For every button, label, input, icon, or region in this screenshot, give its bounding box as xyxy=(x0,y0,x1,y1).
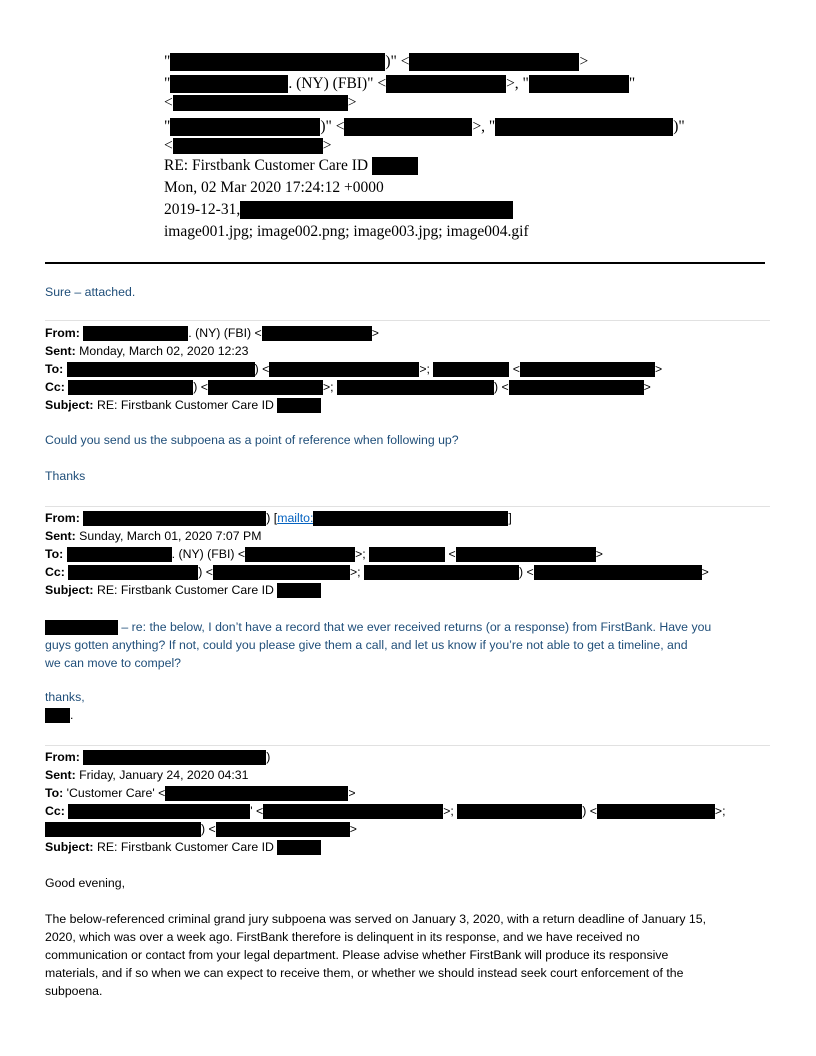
redaction xyxy=(45,620,118,635)
from-org: . (NY) (FBI) < xyxy=(188,326,262,340)
redaction xyxy=(337,380,494,395)
redaction xyxy=(263,804,443,819)
redaction xyxy=(83,326,188,341)
subject-value: RE: Firstbank Customer Care ID xyxy=(96,583,274,597)
sent-label: Sent: xyxy=(45,768,76,782)
redaction xyxy=(240,201,513,219)
subject-label: Subject: xyxy=(45,583,94,597)
subject-label: Subject: xyxy=(45,840,94,854)
redaction xyxy=(409,53,579,71)
redaction xyxy=(456,547,596,562)
message3-signoff: thanks, xyxy=(45,690,85,704)
message4-body-line-5: subpoena. xyxy=(45,984,103,998)
header-cc-value: " )" < >, " )" xyxy=(164,118,685,135)
message4-body-line-3: communication or contact from your legal department. Please advise whether FirstBank will produce its responsive xyxy=(45,948,669,962)
redaction xyxy=(364,565,519,580)
header-attachments-value xyxy=(164,201,513,219)
divider xyxy=(45,320,770,321)
redaction xyxy=(269,362,419,377)
redaction xyxy=(173,95,348,111)
message3-body-line-1 xyxy=(45,618,773,636)
subject-label: Subject: xyxy=(45,398,94,412)
to-label: To: xyxy=(45,786,64,800)
header-from-value: " )" < > xyxy=(164,53,589,70)
redaction xyxy=(173,138,323,154)
redaction xyxy=(68,380,193,395)
divider xyxy=(45,506,770,507)
cc-label: Cc: xyxy=(45,380,65,394)
message4-body-line-1: The below-referenced criminal grand jury subpoena was served on January 3, 2020, with a return deadline of January 15, xyxy=(45,912,706,926)
message3-sent xyxy=(45,529,261,543)
message4-subject xyxy=(45,840,321,855)
redaction xyxy=(245,547,355,562)
mailto-link[interactable]: mailto: xyxy=(277,511,314,525)
redaction xyxy=(213,565,350,580)
message2-from: From: . (NY) (FBI) < > xyxy=(45,326,379,340)
cc-label: Cc: xyxy=(45,565,65,579)
redaction xyxy=(277,840,321,855)
redaction xyxy=(372,157,418,175)
redaction xyxy=(597,804,715,819)
from-label: From: xyxy=(45,326,80,340)
to-name: 'Customer Care' < xyxy=(66,786,166,800)
header-to-value: " . (NY) (FBI)" < >, " " xyxy=(164,75,636,92)
message4-cc: Cc: ' < >; ) < >; xyxy=(45,804,726,818)
header-to-value-cont: < > xyxy=(164,94,357,111)
attachment-name: 2019-12-31, xyxy=(164,201,241,218)
redaction xyxy=(529,75,629,93)
redaction xyxy=(277,583,321,598)
subject-value: RE: Firstbank Customer Care ID xyxy=(96,840,274,854)
message4-from: From: ) xyxy=(45,750,271,764)
divider xyxy=(45,745,770,746)
body-text: – re: the below, I don’t have a record that we ever received returns (or a response) from FirstBank. Have you xyxy=(118,620,712,634)
redaction xyxy=(45,708,70,723)
to-label: To: xyxy=(45,362,64,376)
message3-subject xyxy=(45,583,321,598)
sent-value: Sunday, March 01, 2020 7:07 PM xyxy=(79,529,262,543)
redaction xyxy=(344,118,472,136)
redaction xyxy=(45,822,201,837)
redaction xyxy=(170,75,288,93)
message2-signoff: Thanks xyxy=(45,469,86,483)
header-subject-value xyxy=(164,157,418,175)
to-org: . (NY) (FBI) < xyxy=(171,547,246,561)
redaction xyxy=(495,118,673,136)
message2-sent xyxy=(45,344,248,358)
cc-label: Cc: xyxy=(45,804,65,818)
redaction xyxy=(208,380,323,395)
redaction xyxy=(68,804,250,819)
redaction xyxy=(433,362,509,377)
redaction xyxy=(170,53,385,71)
message3-signature: . xyxy=(45,708,73,723)
redaction xyxy=(83,750,266,765)
message3-to: To: . (NY) (FBI) < >; < > xyxy=(45,547,603,561)
redaction xyxy=(457,804,582,819)
redaction xyxy=(313,511,508,526)
header-subject-text: RE: Firstbank Customer Care ID xyxy=(164,157,369,174)
message4-to: To: 'Customer Care' < > xyxy=(45,786,356,800)
message1-body: Sure – attached. xyxy=(45,285,136,299)
message4-body-line-4: materials, and if so when we can expect to receive them, or whether we should instead seek court enforcement of the xyxy=(45,966,684,980)
message3-from: From: ) [mailto: ] xyxy=(45,511,512,525)
from-label: From: xyxy=(45,511,80,525)
message3-body xyxy=(45,618,773,672)
header-date-value: Mon, 02 Mar 2020 17:24:12 +0000 xyxy=(164,179,384,196)
redaction xyxy=(67,547,172,562)
message2-body: Could you send us the subpoena as a point of reference when following up? xyxy=(45,433,459,447)
message4-body xyxy=(45,910,773,1000)
redaction xyxy=(369,547,445,562)
header-to-org: . (NY) (FBI)" xyxy=(288,75,374,92)
redaction xyxy=(520,362,655,377)
message3-cc: Cc: ) < >; ) < > xyxy=(45,565,709,579)
header-divider xyxy=(45,262,765,264)
message3-body-line-2: guys gotten anything? If not, could you please give them a call, and let us know if you’re not able to get a timeline, and xyxy=(45,638,688,652)
message2-subject xyxy=(45,398,321,413)
subject-value: RE: Firstbank Customer Care ID xyxy=(96,398,274,412)
redaction xyxy=(165,786,348,801)
redaction xyxy=(216,822,350,837)
redaction xyxy=(170,118,320,136)
from-label: From: xyxy=(45,750,80,764)
redaction xyxy=(386,75,506,93)
message4-cc-cont: ) < > xyxy=(45,822,357,837)
message3-body-line-3: we can move to compel? xyxy=(45,656,182,670)
redaction xyxy=(68,565,198,580)
redaction xyxy=(509,380,644,395)
redaction xyxy=(67,362,255,377)
sent-value: Monday, March 02, 2020 12:23 xyxy=(79,344,249,358)
message4-sent xyxy=(45,768,248,782)
header-cc-value-cont: < > xyxy=(164,137,332,154)
redaction xyxy=(534,565,702,580)
message2-to: To: ) < >; < > xyxy=(45,362,663,376)
sent-value: Friday, January 24, 2020 04:31 xyxy=(79,768,249,782)
to-label: To: xyxy=(45,547,64,561)
message2-cc: Cc: ) < >; ) < > xyxy=(45,380,651,394)
redaction xyxy=(262,326,372,341)
sent-label: Sent: xyxy=(45,529,76,543)
message4-body-line-2: 2020, which was over a week ago. FirstBank therefore is delinquent in its response, and we have received no xyxy=(45,930,640,944)
header-inline-images-value: image001.jpg; image002.png; image003.jpg; image004.gif xyxy=(164,223,529,240)
redaction xyxy=(83,511,266,526)
sent-label: Sent: xyxy=(45,344,76,358)
redaction xyxy=(277,398,321,413)
message4-greeting: Good evening, xyxy=(45,876,125,890)
